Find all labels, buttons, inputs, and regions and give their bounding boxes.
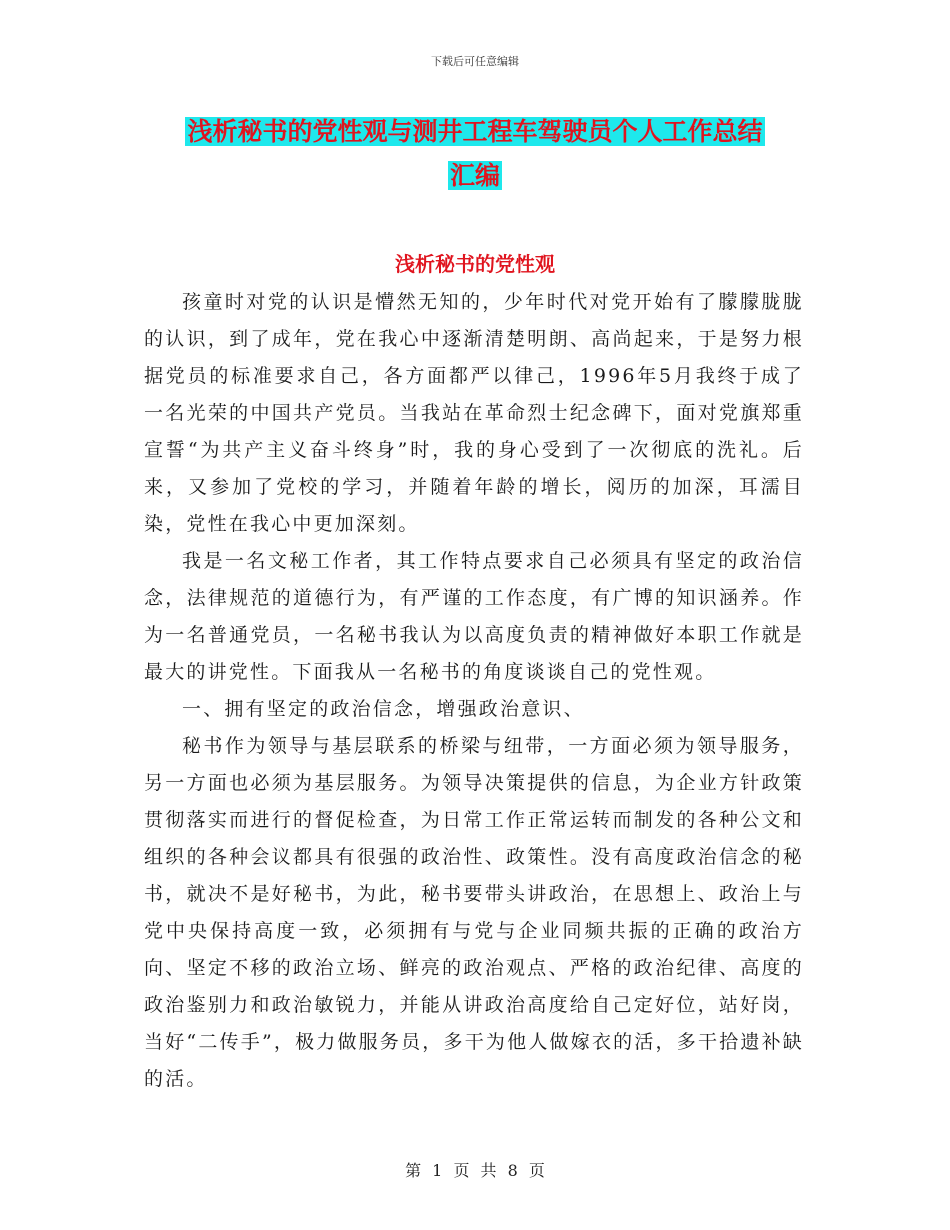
paragraph: 秘书作为领导与基层联系的桥梁与纽带，一方面必须为领导服务，另一方面也必须为基层服务。为领导决策提供的信息，为企业方针政策贯彻落实而进行的督促检查，为日常工作正常运转而制发的各种公文和组织的各种会议都具有很强的政治性、政策性。没有高度政治信念的秘书，就决不是好秘书，为此，秘书要带头讲政治，在思想上、政治上与党中央保持高度一致，必须拥有与党与企业同频共振的正确的政治方向、坚定不移的政治立场、鲜亮的政治观点、严格的政治纪律、高度的政治鉴别力和政治敏锐力，并能从讲政治高度给自己定好位，站好岗，当好“二传手”，极力做服务员，多干为他人做嫁衣的活，多干拾遗补缺的活。	[144, 735, 804, 1090]
page-header: 下载后可任意编辑	[431, 55, 519, 68]
paragraph: 我是一名文秘工作者，其工作特点要求自己必须具有坚定的政治信念，法律规范的道德行为，有严谨的工作态度，有广博的知识涵养。作为一名普通党员，一名秘书我认为以高度负责的精神做好本职工作就是最大的讲党性。下面我从一名秘书的角度谈谈自己的党性观。	[144, 550, 804, 683]
document-title-line-1	[0, 112, 950, 152]
document-body	[144, 284, 804, 1098]
title-line-1-text: 浅析秘书的党性观与测井工程车驾驶员个人工作总结	[187, 117, 763, 146]
title-line-2-text: 汇编	[449, 161, 500, 190]
document-title-line-2	[0, 156, 950, 196]
section-subtitle: 浅析秘书的党性观	[395, 252, 555, 276]
paragraph: 孩童时对党的认识是懵然无知的，少年时代对党开始有了朦朦胧胧的认识，到了成年，党在我心中逐渐清楚明朗、高尚起来，于是努力根据党员的标准要求自己，各方面都严以律己，1996年5月我终于成了一名光荣的中国共产党员。当我站在革命烈士纪念碑下，面对党旗郑重宣誓“为共产主义奋斗终身”时，我的身心受到了一次彻底的洗礼。后来，又参加了党校的学习，并随着年龄的增长，阅历的加深，耳濡目染，党性在我心中更加深刻。	[144, 291, 804, 535]
paragraph-heading: 一、拥有坚定的政治信念，增强政治意识、	[182, 698, 585, 720]
page-number-footer: 第 1 页 共 8 页	[405, 1161, 545, 1180]
